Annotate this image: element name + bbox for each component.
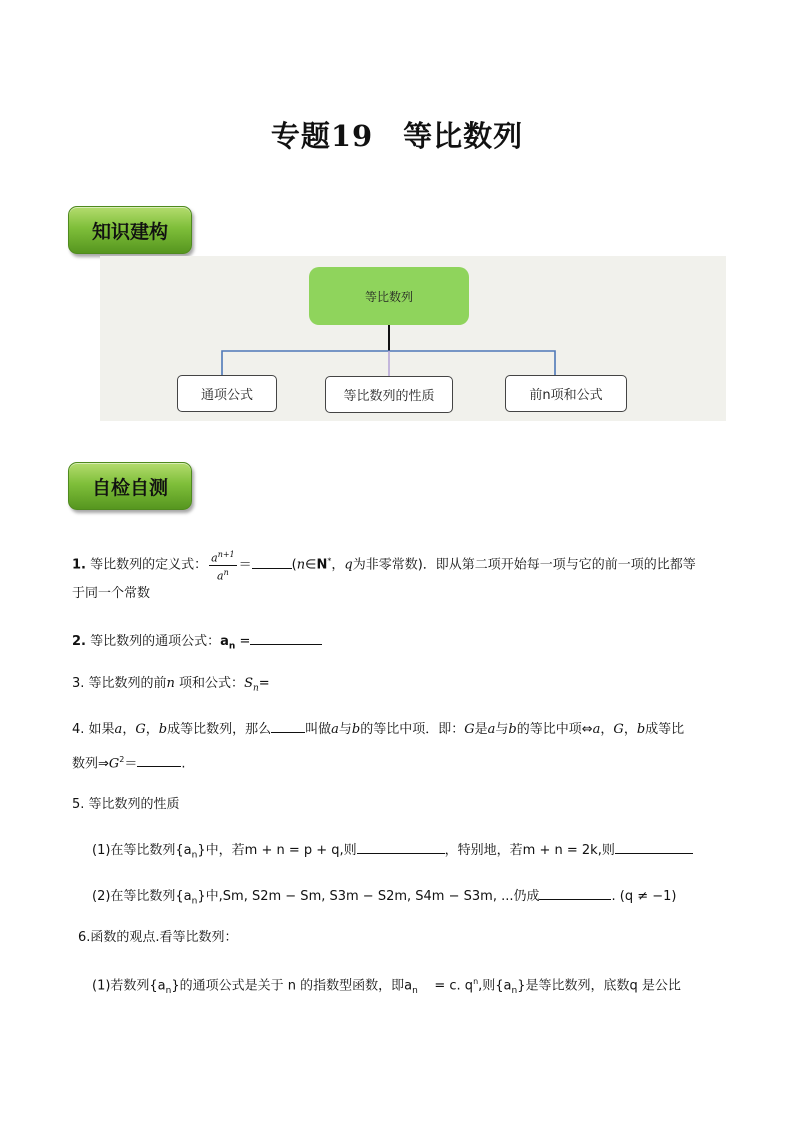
diagram-node-general-term: 通项公式 [177, 375, 277, 412]
question-5: 5. 等比数列的性质 [72, 797, 180, 812]
question-1: 1. 等比数列的定义式： $\frac{a^{n+1}}{a^n}$ ＝ (n∈N*，q为非零常数)．即从第二项开始每一项与它的前一项的比都等 [72, 550, 696, 583]
answer-blank [271, 718, 305, 733]
question-4-line2: 数列$\Rightarrow G^2=$ . [72, 750, 794, 774]
answer-blank [539, 885, 611, 900]
section-banner-self-test: 自检自测 [68, 462, 192, 510]
question-2: 2. 等比数列的通项公式：$a_n$ = [72, 630, 794, 657]
question-4: 4. 如果a，G，b成等比数列，那么 叫做a与b的等比中项．即：G是a与b的等比中项⇔a，G，b成等比 [72, 718, 794, 740]
question-5-part1: (1)在等比数列$\{a_n\}$中，若m + n = p + q,则 ，特别地，若m + n = 2k,则 [92, 839, 794, 866]
question-6-part1: (1)若数列$\{a_n\}$的通项公式是关于 n 的指数型函数，即$a_n$ = c. $q^n$,则$\{a_n\}$是等比数列，底数q 是公比 [92, 977, 681, 996]
section-banner-knowledge: 知识建构 [68, 206, 192, 254]
diagram-node-sum-formula: 前n项和公式 [505, 375, 627, 412]
question-5-part2: (2)在等比数列$\{a_n\}$中,Sm, S2m − Sm, S3m − S2m, S4m − S3m, ...仍成 . (q ≠ −1) [92, 885, 794, 912]
concept-diagram [100, 256, 726, 421]
answer-blank [357, 839, 445, 854]
ratio-fraction: $\frac{a^{n+1}}{a^n}$ [211, 550, 235, 583]
question-3: 3. 等比数列的前n 项和公式：$S_n=$ [72, 676, 270, 694]
question-6: 6.函数的观点.看等比数列： [78, 930, 238, 945]
page-title: 专题19 等比数列 [270, 119, 524, 153]
answer-blank [250, 630, 322, 645]
answer-blank [137, 752, 181, 767]
diagram-node-properties: 等比数列的性质 [325, 376, 453, 413]
answer-blank [252, 554, 292, 569]
answer-blank [615, 839, 693, 854]
diagram-root-node: 等比数列 [309, 267, 469, 325]
question-1-line2: 于同一个常数 [72, 586, 151, 601]
